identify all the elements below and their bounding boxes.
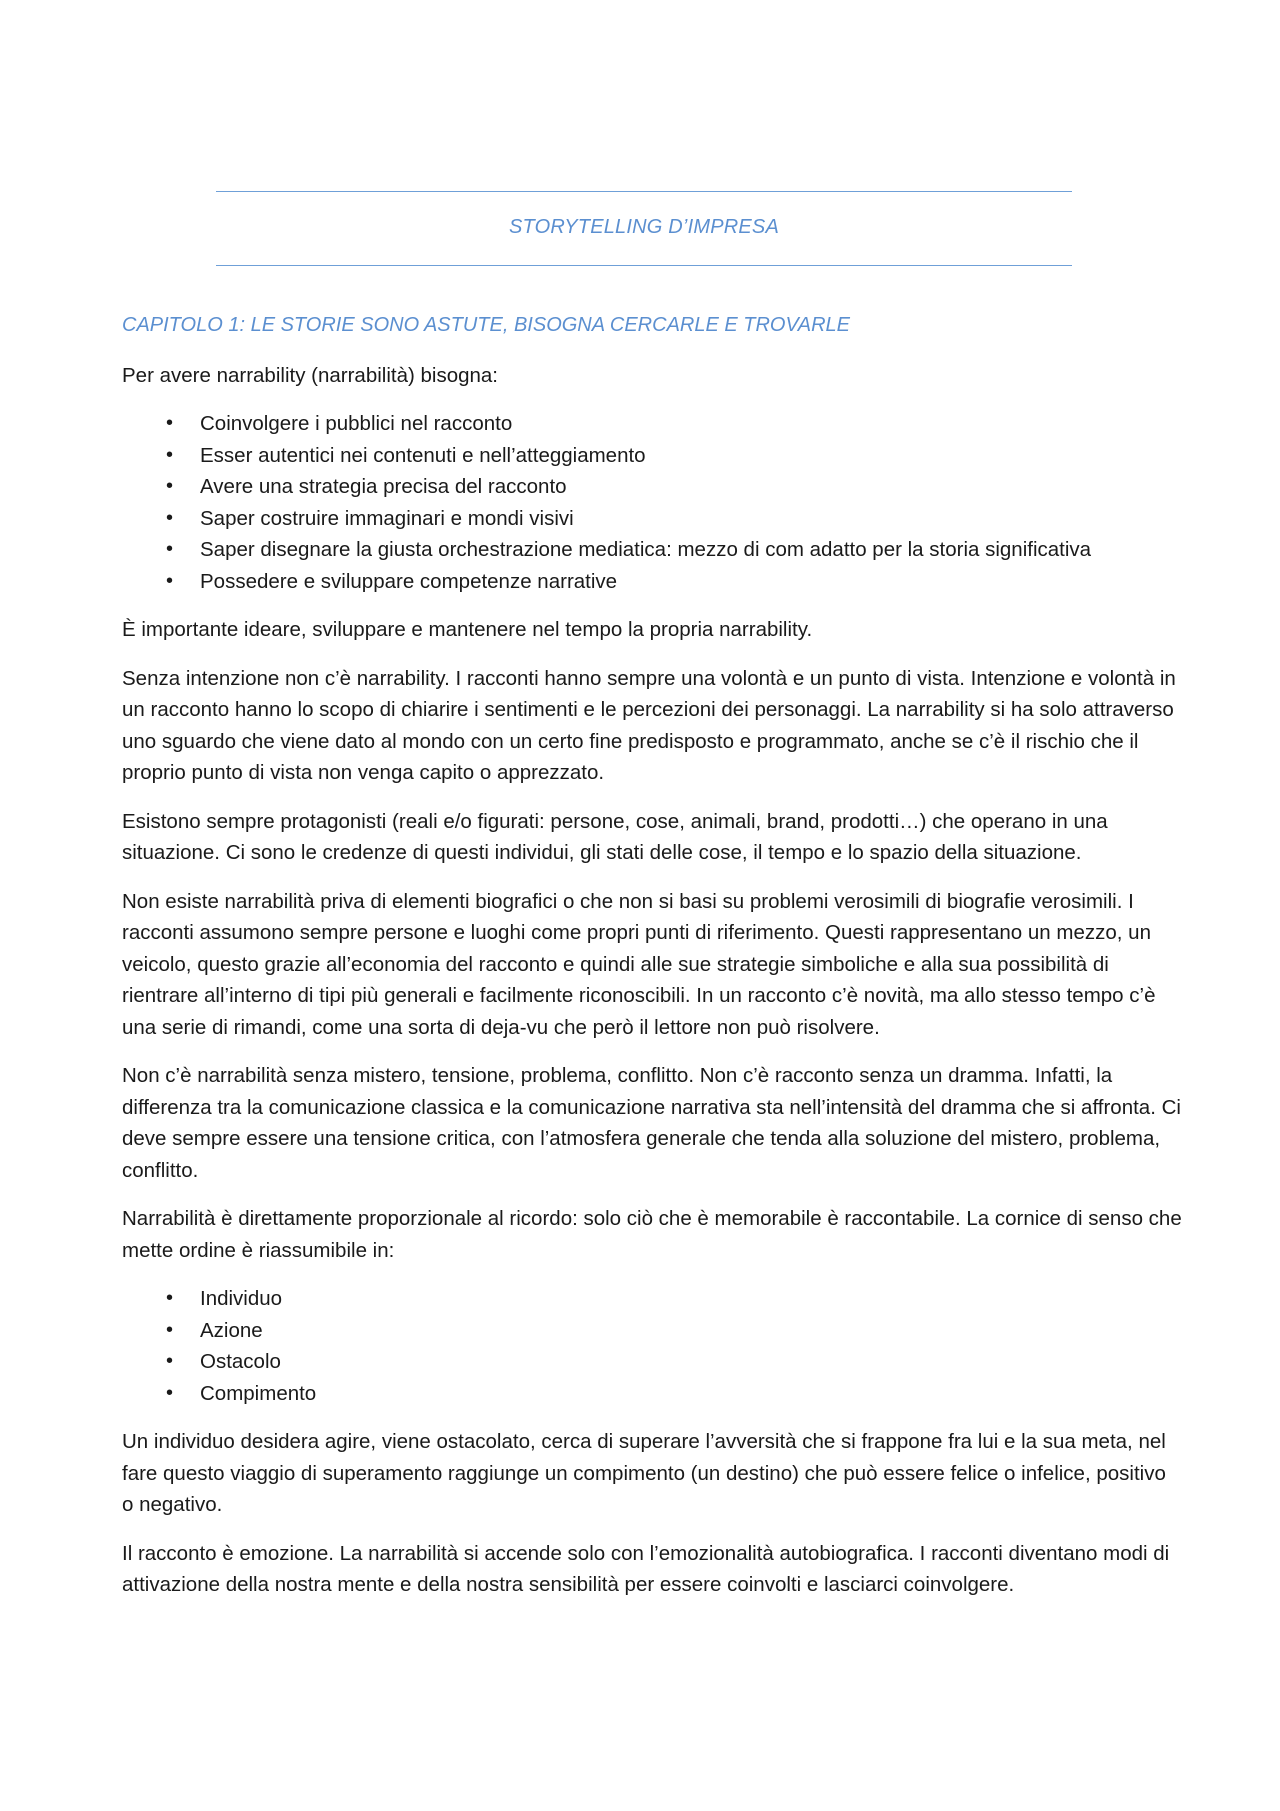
bullet-icon: • xyxy=(166,475,174,497)
paragraph: Un individuo desidera agire, viene ostacolato, cerca di superare l’avversità che si frappone fra lui e la sua meta, nel fare questo viaggio di superamento raggiunge un compimento (un destino) che può essere felice o infelice, positivo o negativo. xyxy=(122,1430,1166,1516)
list-item-text: Individuo xyxy=(200,1287,283,1310)
bullet-icon: • xyxy=(166,569,174,592)
bullet-icon: • xyxy=(166,538,174,560)
bullet-icon: • xyxy=(166,412,174,434)
list-item xyxy=(122,471,1182,503)
list-item xyxy=(122,534,1182,566)
list-item-text: Saper costruire immaginari e mondi visivi xyxy=(200,506,574,530)
title-rule-top xyxy=(216,191,1072,192)
list-item-text: Esser autentici nei contenuti e nell’atteggiamento xyxy=(200,443,646,467)
bullet-icon: • xyxy=(166,1318,174,1341)
list-item xyxy=(122,503,1182,535)
bullet-icon: • xyxy=(166,506,174,529)
bullet-icon: • xyxy=(166,1350,174,1372)
list-item xyxy=(122,1283,1182,1315)
paragraph: Esistono sempre protagonisti (reali e/o figurati: persone, cose, animali, brand, prodotti…) che operano in una situazione. Ci sono le credenze di questi individui, gli stati delle cose, il tempo e lo spazio della situazione. xyxy=(122,809,1108,864)
list-item-text: Possedere e sviluppare competenze narrative xyxy=(200,569,618,593)
list-item-text: Azione xyxy=(200,1318,263,1342)
document-body xyxy=(122,310,1182,1618)
requirements-list xyxy=(122,408,1182,597)
paragraph: Non c’è narrabilità senza mistero, tensione, problema, conflitto. Non c’è racconto senza un dramma. Infatti, la differenza tra la comunicazione classica e la comunicazione narrativa sta nell’intensità del dramma che si affronta. Ci deve sempre essere una tensione critica, con l’atmosfera generale che tenda alla soluzione del mistero, problema, conflitto. xyxy=(122,1064,1181,1182)
list-item xyxy=(122,1346,1182,1378)
title-rule-bottom xyxy=(216,265,1072,266)
paragraph: È importante ideare, sviluppare e mantenere nel tempo la propria narrability. xyxy=(122,618,813,641)
bullet-icon: • xyxy=(166,443,174,466)
list-item-text: Avere una strategia precisa del racconto xyxy=(200,475,567,498)
paragraph: Il racconto è emozione. La narrabilità si accende solo con l’emozionalità autobiografica. I racconti diventano modi di attivazione della nostra mente e della nostra sensibilità per essere coinvolti e lasciarci coinvolgere. xyxy=(122,1541,1170,1596)
paragraph: Narrabilità è direttamente proporzionale al ricordo: solo ciò che è memorabile è raccontabile. La cornice di senso che mette ordine è riassumibile in: xyxy=(122,1207,1182,1262)
paragraph: Non esiste narrabilità priva di elementi biografici o che non si basi su problemi verosimili di biografie verosimili. I racconti assumono sempre persone e luoghi come propri punti di riferimento. Questi rappresentano un mezzo, un veicolo, questo grazie all’economia del racconto e quindi alle sue strategie simboliche e alla sua possibilità di rientrare all’interno di tipi più generali e facilmente riconoscibili. In un racconto c’è novità, ma allo stesso tempo c’è una serie di rimandi, come una sorta di deja-vu che però il lettore non può risolvere. xyxy=(122,889,1156,1039)
paragraph: Senza intenzione non c’è narrability. I racconti hanno sempre una volontà e un punto di vista. Intenzione e volontà in un racconto hanno lo scopo di chiarire i sentimenti e le percezioni dei personaggi. La narrability si ha solo attraverso uno sguardo che viene dato al mondo con un certo fine predisposto e programmato, anche se c’è il rischio che il proprio punto di vista non venga capito o apprezzato. xyxy=(122,666,1176,784)
list-item-text: Saper disegnare la giusta orchestrazione mediatica: mezzo di com adatto per la storia significativa xyxy=(200,538,1092,561)
list-item-text: Ostacolo xyxy=(200,1350,281,1373)
list-item xyxy=(122,566,1182,598)
bullet-icon: • xyxy=(166,1381,174,1404)
intro-paragraph: Per avere narrability (narrabilità) bisogna: xyxy=(122,363,499,387)
list-item-text: Coinvolgere i pubblici nel racconto xyxy=(200,412,513,435)
document-title: STORYTELLING D’IMPRESA xyxy=(508,216,779,238)
list-item xyxy=(122,408,1182,440)
chapter-heading: CAPITOLO 1: LE STORIE SONO ASTUTE, BISOGNA CERCARLE E TROVARLE xyxy=(122,314,850,336)
list-item xyxy=(122,1378,1182,1410)
list-item-text: Compimento xyxy=(200,1381,317,1405)
list-item xyxy=(122,1315,1182,1347)
list-item xyxy=(122,440,1182,472)
framework-list xyxy=(122,1283,1182,1409)
bullet-icon: • xyxy=(166,1287,174,1309)
